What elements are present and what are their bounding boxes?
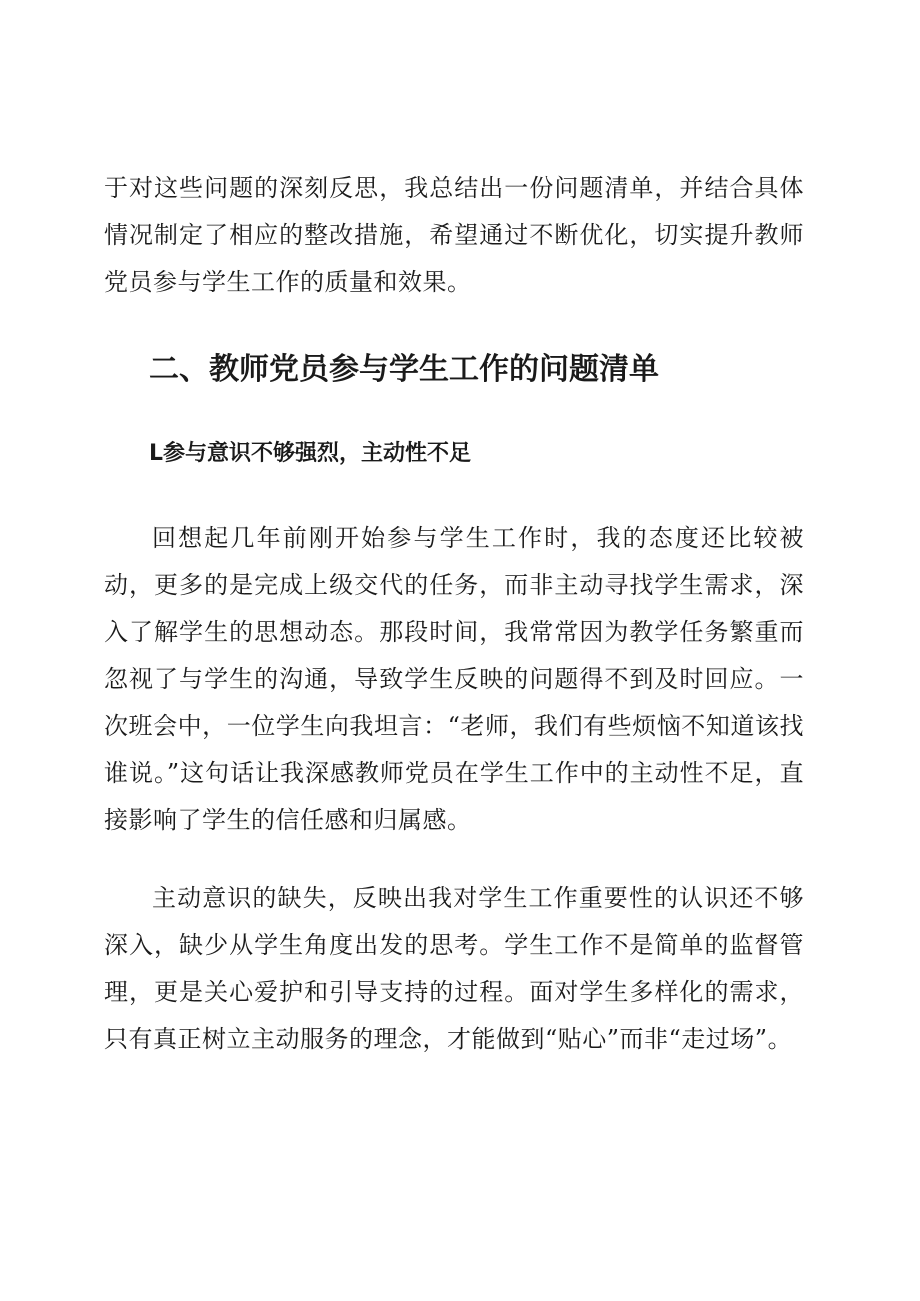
- intro-paragraph: 于对这些问题的深刻反思，我总结出一份问题清单，并结合具体情况制定了相应的整改措施，希望通过不断优化，切实提升教师党员参与学生工作的质量和效果。: [104, 174, 804, 296]
- subsection-heading: L参与意识不够强烈，主动性不足: [149, 441, 472, 466]
- body-paragraph-2: 主动意识的缺失，反映出我对学生工作重要性的认识还不够深入，缺少从学生角度出发的思考。学生工作不是简单的监督管理，更是关心爱护和引导支持的过程。面对学生多样化的需求，只有真正树立主动服务的理念，才能做到“贴心”而非“走过场”。: [104, 884, 804, 1053]
- body-paragraph-1: 回想起几年前刚开始参与学生工作时，我的态度还比较被动，更多的是完成上级交代的任务，而非主动寻找学生需求，深入了解学生的思想动态。那段时间，我常常因为教学任务繁重而忽视了与学生的沟通，导致学生反映的问题得不到及时回应。一次班会中，一位学生向我坦言：“老师，我们有些烦恼不知道该找谁说。”这句话让我深感教师党员在学生工作中的主动性不足，直接影响了学生的信任感和归属感。: [104, 524, 804, 834]
- section-heading: 二、教师党员参与学生工作的问题清单: [149, 352, 659, 387]
